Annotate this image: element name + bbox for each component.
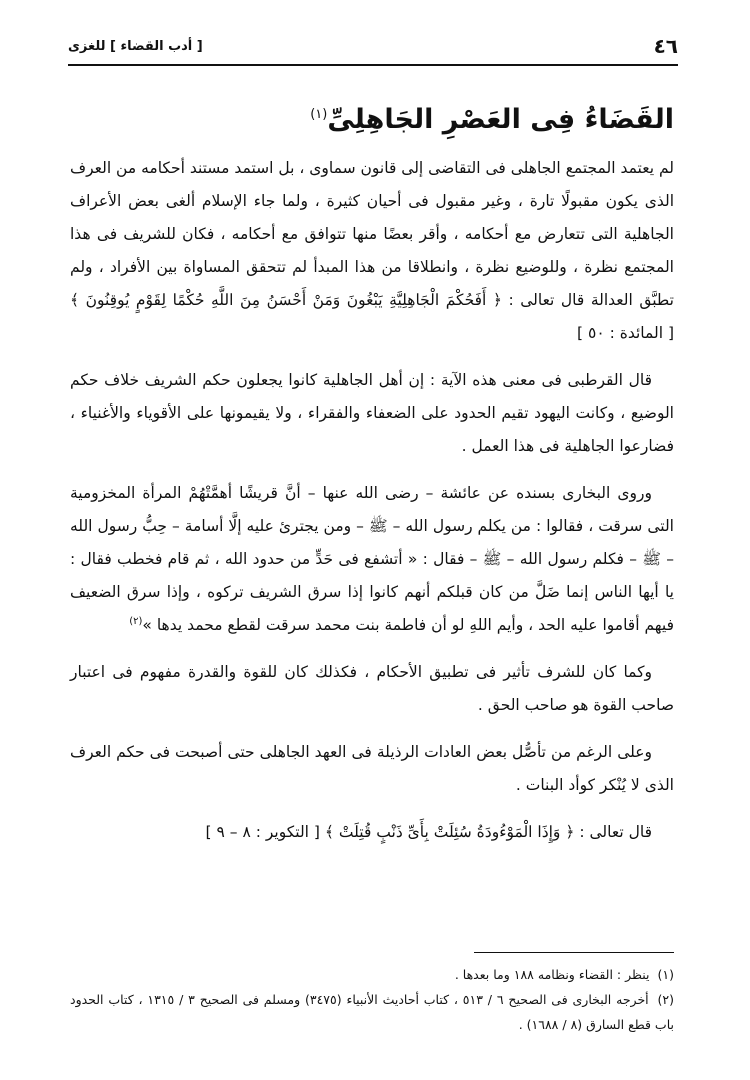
running-title: [ أدب القضاء ] للغزى (68, 38, 203, 54)
paragraph-text: قال القرطبى فى معنى هذه الآية : إن أهل الجاهلية كانوا يجعلون حكم الشريف خلاف حكم الوضيع ، وكانت اليهود تقيم الحدود على الضعفاء والفقراء ، ولا يقيمونها على الأقوياء والأغنياء ، فضارعوا الجاهلية فى هذا العمل . (70, 371, 674, 455)
footnotes (70, 962, 674, 1037)
paragraph (70, 152, 674, 350)
footnote-rule (474, 952, 674, 953)
paragraph-text: وروى البخارى بسنده عن عائشة – رضى الله عنها – أنَّ قريشًا أهمَّتْهُمْ المرأة المخزومية التى سرقت ، فقالوا : من يكلم رسول الله – ﷺ – ومن يجترئ عليه إلَّا أسامة – حِبُّ رسول الله – ﷺ – فكلم رسول الله – ﷺ – فقال : « أتشفع فى حَدٍّ من حدود الله ، ثم قام فخطب فقال : يا أيها الناس إنما ضَلَّ من كان قبلكم أنهم كانوا إذا سرق الشريف تركوه ، وإذا سرق الضعيف فيهم أقاموا عليه الحد ، وأيم اللهِ لو أن فاطمة بنت محمد سرقت لقطع محمد يدها » (70, 484, 674, 634)
paragraph-text: وكما كان للشرف تأثير فى تطبيق الأحكام ، فكذلك كان للقوة والقدرة مفهوم فى اعتبار صاحب القوة هو صاحب الحق . (70, 663, 674, 714)
page-number: ٤٦ (653, 34, 678, 58)
header-rule (68, 64, 678, 66)
paragraph (70, 364, 674, 463)
running-header (68, 28, 678, 64)
quran-verse: ﴿ وَإِذَا الْمَوْءُودَةُ سُئِلَتْ بِأَىِّ ذَنْبٍ قُتِلَتْ ﴾ (324, 823, 575, 841)
quran-verse: ﴿ أَفَحُكْمَ الْجَاهِلِيَّةِ يَبْغُونَ وَمَنْ أَحْسَنُ مِنَ اللَّهِ حُكْمًا لِقَوْمٍ يُوقِنُونَ ﴾ (70, 291, 502, 309)
paragraph-text: قال تعالى : (579, 823, 652, 841)
footnote-text: ينظر : القضاء ونظامه ١٨٨ وما بعدها . (454, 967, 650, 982)
paragraph-text: لم يعتمد المجتمع الجاهلى فى التقاضى إلى قانون سماوى ، بل استمد مستند أحكامه من العرف الذى يكون مقبولًا تارة ، وغير مقبول فى أحيان كثيرة ، ولما جاء الإسلام ألغى بعض الأعراف الجاهلية التى تتعارض مع أحكامه ، وأقر بعضًا منها تتوافق مع أحكامه ، فكان للشريف فى هذا المجتمع نظرة ، وللوضيع نظرة ، وانطلاقا من هذا المبدأ لم تتحقق المساواة بين الأفراد ، ولم تطبَّق العدالة قال تعالى : (70, 159, 674, 309)
footnote-number: (٢) (657, 992, 674, 1007)
verse-reference: [ المائدة : ٥٠ ] (577, 324, 674, 342)
footnote-text: أخرجه البخارى فى الصحيح ٦ / ٥١٣ ، كتاب أحاديث الأنبياء (٣٤٧٥) ومسلم فى الصحيح ٣ / ١٣١٥ ، كتاب الحدود باب قطع السارق (٨ / ١٦٨٨) . (70, 992, 674, 1032)
footnote-mark: (١) (310, 107, 328, 122)
body-text (70, 152, 674, 863)
verse-reference: [ التكوير : ٨ – ٩ ] (205, 823, 320, 841)
footnote (70, 962, 674, 987)
paragraph (70, 477, 674, 642)
paragraph (70, 656, 674, 722)
paragraph-text: وعلى الرغم من تأصُّل بعض العادات الرذيلة فى العهد الجاهلى حتى أصبحت فى حكم العرف الذى لا يُنْكر كوأد البنات . (70, 743, 674, 794)
footnote-mark: (٢) (129, 615, 143, 627)
paragraph (70, 816, 674, 849)
paragraph (70, 736, 674, 802)
chapter-heading-text: القَضَاءُ فِى العَصْرِ الجَاهِلِىِّ (327, 104, 674, 135)
chapter-heading (310, 104, 674, 135)
footnote-number: (١) (657, 967, 674, 982)
footnote (70, 987, 674, 1037)
